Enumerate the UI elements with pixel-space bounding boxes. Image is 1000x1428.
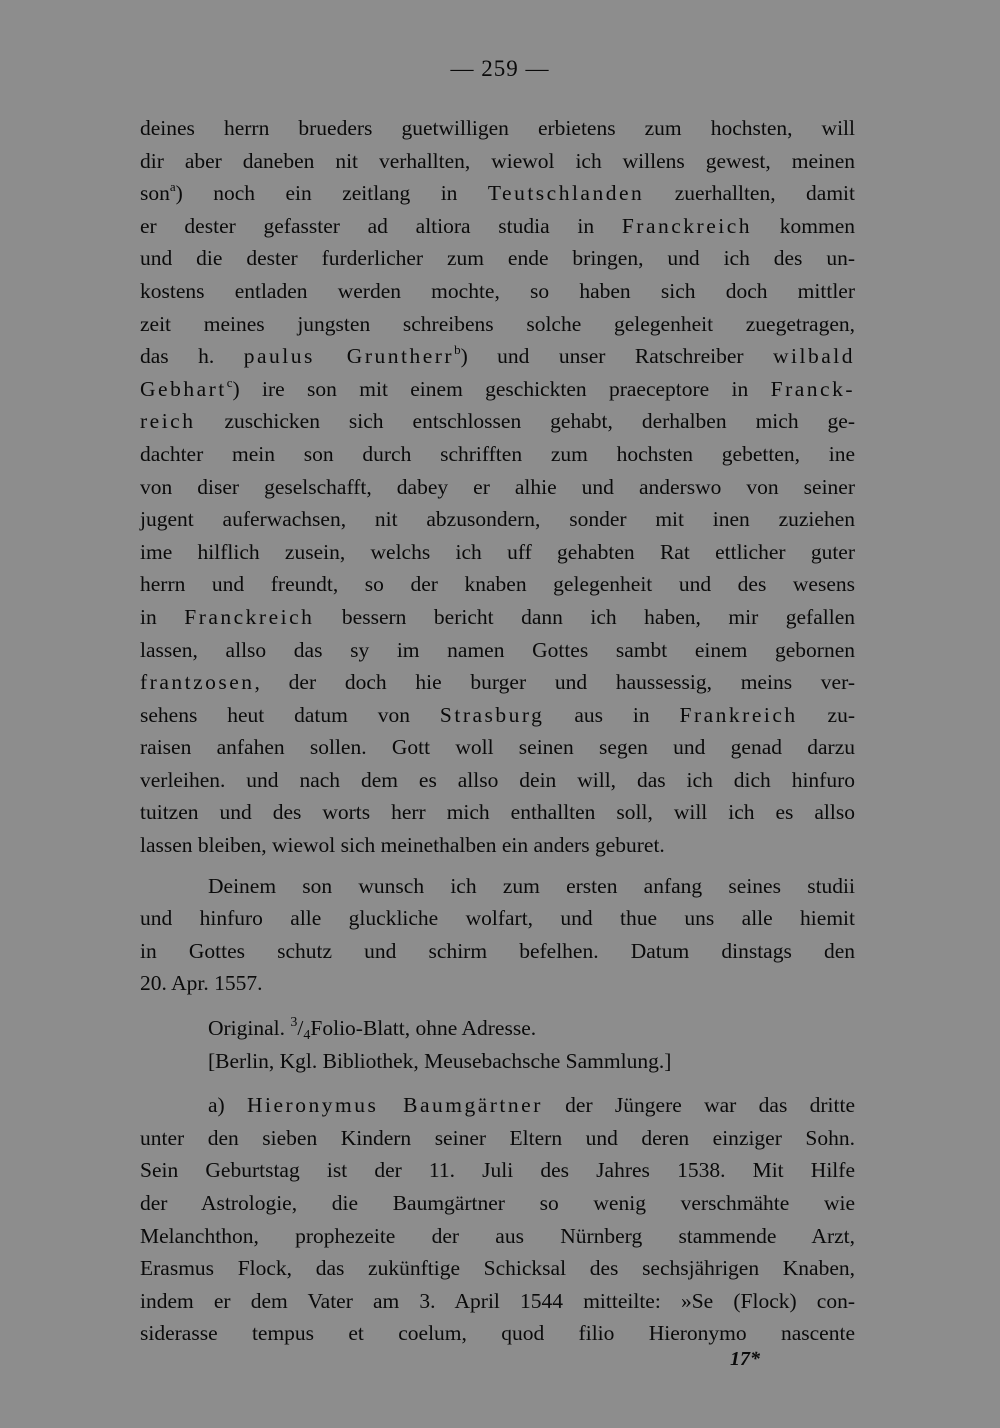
text-line: von diser geselschafft, dabey er alhie und anderswo von seiner	[140, 474, 855, 499]
footnote-line: Sein Geburtstag ist der 11. Juli des Jahres 1538. Mit Hilfe	[140, 1158, 855, 1183]
text-line: dir aber daneben nit verhallten, wiewol ich willens gewest, meinen	[140, 148, 855, 173]
closing-line: und hinfuro alle gluckliche wolfart, und thue uns alle hiemit	[140, 906, 855, 931]
text-line: sehens heut datum von Strasburg aus in Frankreich zu-	[140, 702, 856, 727]
paragraph-gap	[140, 862, 855, 870]
text-line: lassen, allso das sy im namen Gottes sambt einem gebornen	[140, 637, 855, 662]
spaced-name: Frankreich	[679, 702, 798, 727]
text-line: frantzosen, der doch hie burger und haussessig, meins ver-	[140, 670, 855, 695]
closing-line: Deinem son wunsch ich zum ersten anfang seines studii	[208, 873, 855, 898]
footnote-line: der Astrologie, die Baumgärtner so wenig verschmähte wie	[140, 1191, 855, 1215]
footnote-line: indem er dem Vater am 3. April 1544 mitteilte: »Se (Flock) con-	[140, 1288, 855, 1313]
closing-line: 20. Apr. 1557.	[140, 971, 263, 996]
text-line: tuitzen und des worts herr mich enthallten soll, will ich es allso	[140, 800, 855, 825]
source-original-line: Original. $^3$/4Folio-Blatt, ohne Adresse.	[208, 1015, 537, 1044]
footnote-line: a) Hieronymus Baumgärtner der Jüngere war das dritte	[208, 1093, 855, 1118]
footnote-ref-b: b	[454, 342, 461, 358]
section-gap	[140, 1077, 855, 1089]
footnote-line: Erasmus Flock, das zukünftige Schicksal des sechsjährigen Knaben,	[140, 1256, 855, 1281]
text-line: ime hilflich zusein, welchs ich uff gehabten Rat ettlicher guter	[140, 539, 855, 564]
closing-line: in Gottes schutz und schirm befelhen. Datum dinstags den	[140, 938, 855, 963]
spaced-name: Franck-	[770, 376, 855, 401]
footnote-line: unter den sieben Kindern seiner Eltern und deren einziger Sohn.	[140, 1125, 855, 1150]
footnote-line: Melanchthon, prophezeite der aus Nürnberg stammende Arzt,	[140, 1223, 855, 1248]
text-line: das h. paulus Gruntherr$^b$) und unser Ratschreiber wilbald	[140, 342, 855, 369]
text-line: kostens entladen werden mochte, so haben sich doch mittler	[140, 278, 855, 303]
text-line: son$^a$) noch ein zeitlang in Teutschlanden zuerhallten, damit	[140, 179, 855, 206]
letter-body	[140, 112, 855, 1350]
page-number: — 259 —	[450, 56, 550, 81]
spaced-name: Gebhart	[140, 376, 227, 401]
spaced-name: Hieronymus Baumgärtner	[247, 1093, 543, 1118]
spaced-name: Teutschlanden	[487, 181, 645, 206]
text-line: und die dester furderlicher zum ende bringen, und ich des un-	[140, 246, 855, 271]
spaced-name: Franckreich	[621, 213, 753, 238]
text-line: lassen bleiben, wiewol sich meinethalben ein anders geburet.	[140, 833, 665, 858]
fraction-denominator: 4	[303, 1028, 311, 1044]
text-line: er dester gefasster ad altiora studia in Franckreich kommen	[140, 213, 855, 238]
text-line: reich zuschicken sich entschlossen gehabt, derhalben mich ge-	[140, 409, 855, 434]
text-line: deines herrn brueders guetwilligen erbietens zum hochsten, will	[140, 116, 855, 140]
fraction-numerator: 3	[290, 1015, 298, 1031]
spaced-name: wilbald	[773, 344, 855, 369]
section-gap	[140, 1000, 855, 1012]
text-line: jugent auferwachsen, nit abzusondern, sonder mit inen zuziehen	[140, 507, 855, 532]
text-line: dachter mein son durch schrifften zum hochsten gebetten, ine	[140, 441, 855, 466]
footnote-ref-a: a	[169, 179, 176, 195]
signature-mark: 17*	[730, 1348, 760, 1370]
text-line: Gebhart$^c$) ire son mit einem geschickten praeceptore in Franck-	[140, 374, 855, 401]
text-line: zeit meines jungsten schreibens solche gelegenheit zuegetragen,	[140, 311, 855, 336]
spaced-name: reich	[140, 409, 196, 434]
text-line: verleihen. und nach dem es allso dein will, das ich dich hinfuro	[140, 767, 855, 792]
footnote-line: siderasse tempus et coelum, quod filio Hieronymo nascente	[140, 1321, 855, 1346]
source-location-line: [Berlin, Kgl. Bibliothek, Meusebachsche Sammlung.]	[208, 1048, 672, 1073]
text-line: in Franckreich bessern bericht dann ich haben, mir gefallen	[140, 604, 855, 629]
spaced-name: frantzosen	[140, 670, 255, 695]
text-line: raisen anfahen sollen. Gott woll seinen segen und genad darzu	[140, 735, 855, 760]
text-line: herrn und freundt, so der knaben gelegenheit und des wesens	[140, 572, 855, 597]
spaced-name: paulus Gruntherr	[243, 344, 455, 369]
footnote-ref-c: c	[226, 374, 233, 390]
spaced-name: Franckreich	[184, 604, 315, 629]
spaced-name: Strasburg	[439, 702, 545, 727]
